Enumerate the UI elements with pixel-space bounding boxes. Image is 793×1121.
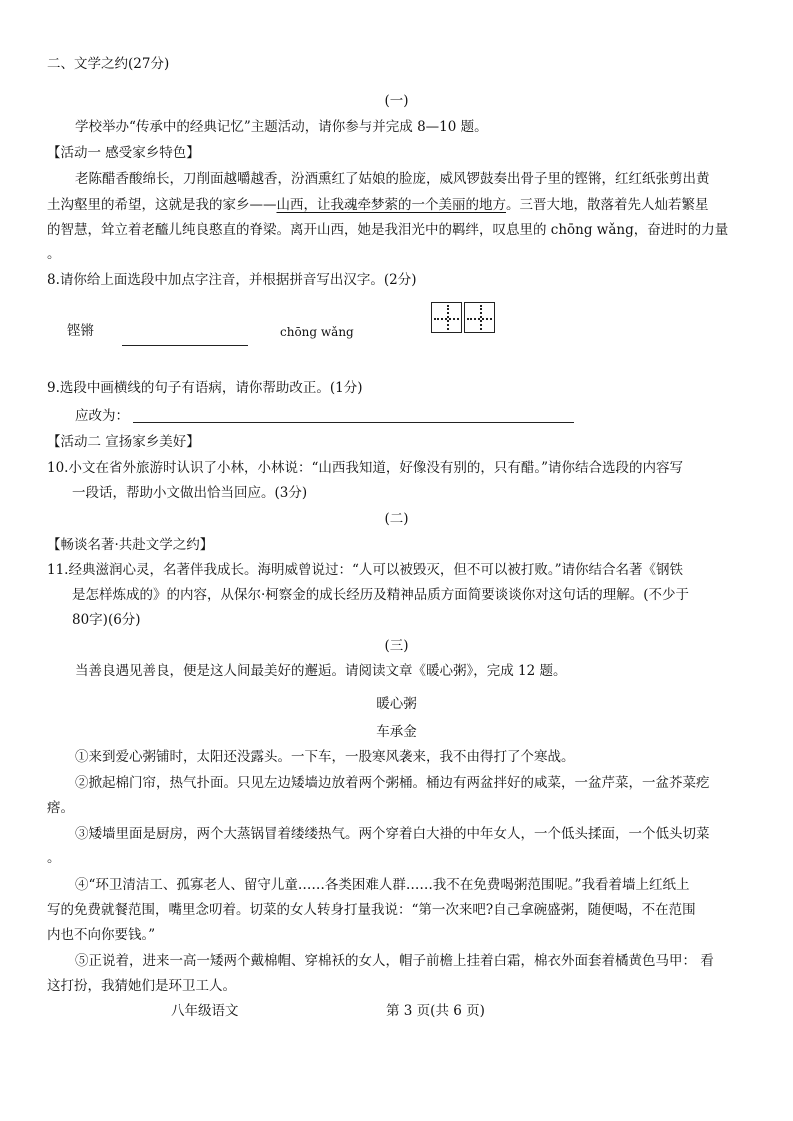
part3-intro: 当善良遇见善良，便是这人间最美好的邂逅。请阅读文章《暖心粥》，完成 12 题。 bbox=[75, 663, 567, 679]
q8-answer-blank[interactable] bbox=[122, 345, 248, 346]
paragraph-3-line-2: 。 bbox=[47, 850, 61, 866]
activity2-heading: 【活动二 宣扬家乡美好】 bbox=[47, 434, 200, 450]
paragraph-2-line-2: 瘩。 bbox=[47, 800, 74, 816]
part-number-2: (二) bbox=[384, 511, 409, 527]
paragraph-4-line-1: ④“环卫清洁工、孤寡老人、留守儿童……各类困难人群……我不在免费喝粥范围呢。”我看着墙上红纸上 bbox=[75, 877, 690, 893]
paragraph-1: ①来到爱心粥铺时，太阳还没露头。一下车，一股寒风袭来，我不由得打了个寒战。 bbox=[75, 749, 575, 765]
passage-text: 。三晋大地，散落着先人灿若繁星 bbox=[506, 197, 709, 213]
tianzige-box-2[interactable] bbox=[464, 302, 495, 333]
part1-intro: 学校举办“传承中的经典记忆”主题活动，请你参与并完成 8—10 题。 bbox=[75, 119, 488, 135]
passage-line-4: 。 bbox=[47, 246, 61, 262]
paragraph-5-line-1: ⑤正说着，进来一高一矮两个戴棉帽、穿棉袄的女人，帽子前檐上挂着白霜，棉衣外面套着橘黄色马甲： 看 bbox=[75, 953, 714, 969]
paragraph-4-line-2: 写的免费就餐范围，嘴里念叨着。切菜的女人转身打量我说：“第一次来吧?自己拿碗盛粥，随便喝，不在范围 bbox=[47, 902, 696, 918]
paragraph-2-line-1: ②掀起棉门帘，热气扑面。只见左边矮墙边放着两个粥桶。桶边有两盆拌好的咸菜，一盆芹菜，一盆芥菜疙 bbox=[75, 775, 710, 791]
section-title: 二、文学之约(27分) bbox=[47, 56, 170, 72]
article-title: 暖心粥 bbox=[376, 696, 417, 712]
part2-heading: 【畅谈名著·共赴文学之约】 bbox=[47, 537, 214, 553]
question-8: 8.请你给上面选段中加点字注音，并根据拼音写出汉字。(2分) bbox=[47, 272, 417, 288]
part-number-3: (三) bbox=[384, 638, 409, 654]
part-number-1: (一) bbox=[384, 93, 409, 109]
article-author: 车承金 bbox=[376, 724, 417, 740]
q9-answer-label: 应改为： bbox=[75, 408, 129, 424]
paragraph-5-line-2: 这打扮，我猜她们是环卫工人。 bbox=[47, 978, 236, 994]
passage-line-1: 老陈醋香酸绵长，刀削面越嚼越香，汾酒熏红了姑娘的脸庞，威风锣鼓奏出骨子里的铿锵，红红纸张剪出黄 bbox=[75, 171, 710, 187]
question-10-line-1: 10.小文在省外旅游时认识了小林，小林说：“山西我知道，好像没有别的，只有醋。”请你结合选段的内容写 bbox=[47, 460, 684, 476]
q9-answer-blank[interactable] bbox=[133, 422, 574, 423]
q8-pinyin: chōng wǎng bbox=[280, 325, 354, 339]
paragraph-4-line-3: 内也不向你要钱。” bbox=[47, 927, 156, 943]
underlined-sentence: 山西，让我魂牵梦萦的一个美丽的地方 bbox=[276, 197, 506, 213]
activity1-heading: 【活动一 感受家乡特色】 bbox=[47, 145, 200, 161]
passage-line-3: 的智慧，耸立着老醯儿纯良憨直的脊梁。离开山西，她是我泪光中的羁绊，叹息里的 chōng wǎng，奋进时的力量 bbox=[47, 222, 729, 238]
question-9: 9.选段中画横线的句子有语病，请你帮助改正。(1分) bbox=[47, 380, 363, 396]
footer-subject: 八年级语文 bbox=[171, 1003, 239, 1019]
passage-line-2 bbox=[47, 195, 709, 215]
q8-word: 铿锵 bbox=[67, 323, 94, 339]
paragraph-3-line-1: ③矮墙里面是厨房，两个大蒸锅冒着缕缕热气。两个穿着白大褂的中年女人，一个低头揉面，一个低头切菜 bbox=[75, 826, 710, 842]
passage-text: 土沟壑里的希望，这就是我的家乡—— bbox=[47, 197, 277, 213]
question-11-line-2: 是怎样炼成的》的内容，从保尔·柯察金的成长经历及精神品质方面简要谈谈你对这句话的理解。(不少于 bbox=[72, 587, 690, 603]
question-11-line-3: 80字)(6分) bbox=[72, 612, 141, 628]
question-10-line-2: 一段话，帮助小文做出恰当回应。(3分) bbox=[72, 485, 308, 501]
question-11-line-1: 11.经典滋润心灵，名著伴我成长。海明威曾说过：“人可以被毁灭，但不可以被打败。”请你结合名著《钢铁 bbox=[47, 562, 684, 578]
footer-page-number: 第 3 页(共 6 页) bbox=[386, 1003, 485, 1019]
tianzige-box-1[interactable] bbox=[431, 302, 462, 333]
